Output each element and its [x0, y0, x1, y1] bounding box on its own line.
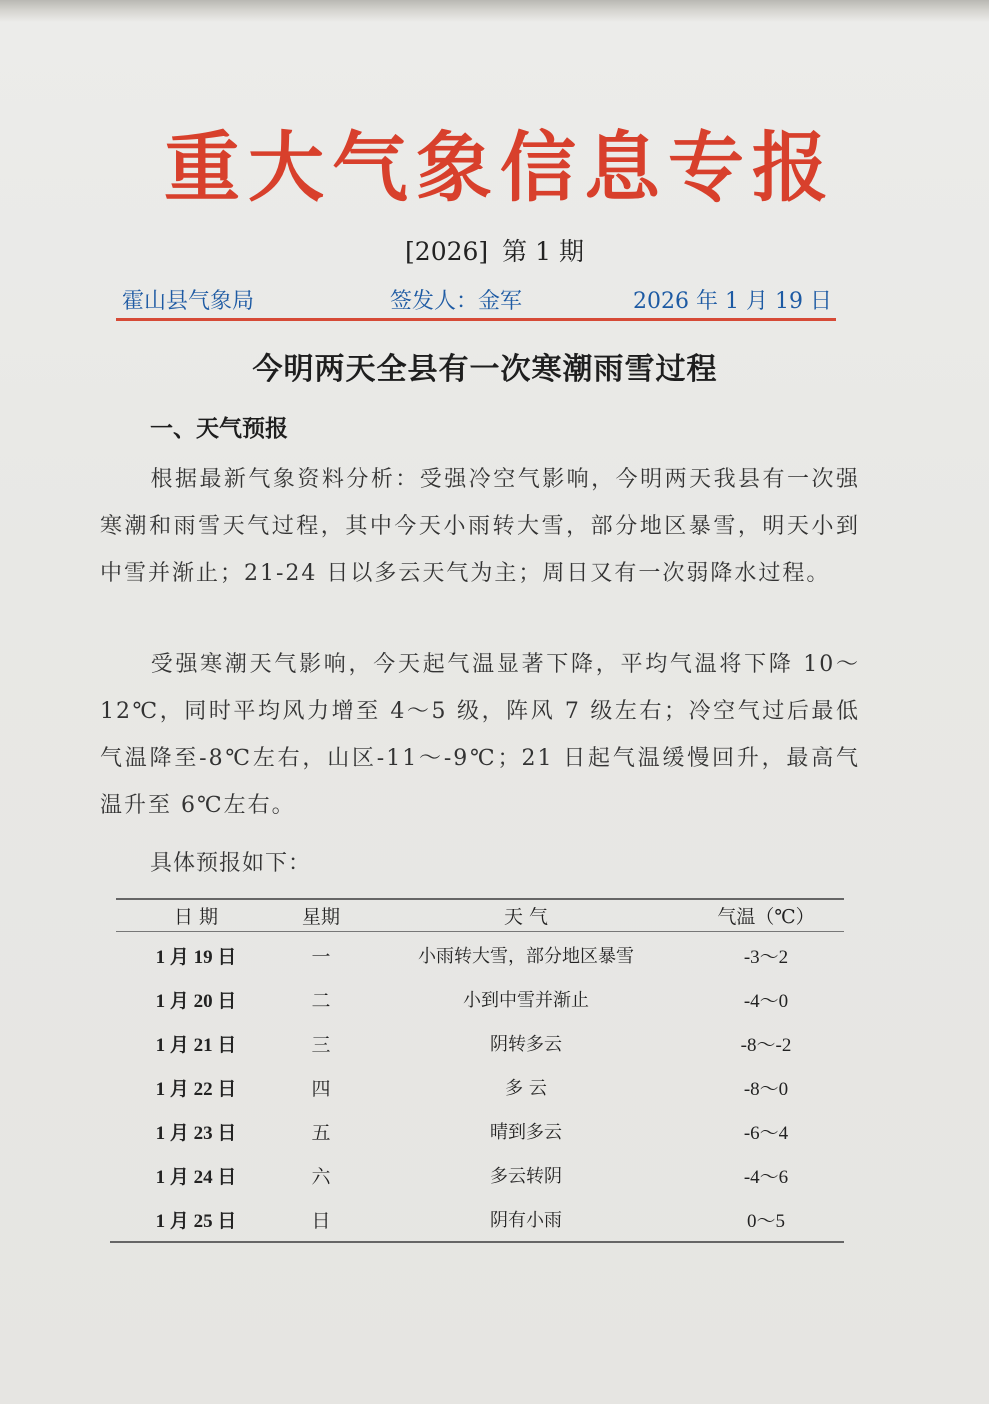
- row-weekday: 三: [311, 1034, 331, 1056]
- row-temp: 0～5: [746, 1211, 785, 1232]
- header-weekday: 星期: [301, 906, 340, 928]
- row-weather: 阴转多云: [490, 1034, 562, 1055]
- section-title: 一、天气预报: [150, 416, 288, 442]
- header-divider: [116, 318, 836, 321]
- table-bottom-rule: [110, 1241, 844, 1243]
- row-date: 1 月 25 日: [155, 1211, 237, 1232]
- row-date: 1 月 22 日: [155, 1079, 237, 1100]
- table-top-rule: [116, 898, 844, 900]
- row-weather: 晴到多云: [490, 1122, 562, 1143]
- agency-name: 霍山县气象局: [122, 289, 255, 314]
- row-weekday: 六: [311, 1166, 331, 1188]
- paragraph-1-text: 根据最新气象资料分析：受强冷空气影响，今明两天我县有一次强寒潮和雨雪天气过程，其中今天小雨转大雪，部分地区暴雪，明天小到中雪并渐止；21-24 日以多云天气为主；周日又有一次弱降水过程。: [100, 467, 860, 586]
- row-weekday: 日: [311, 1210, 331, 1232]
- header-weather: 天 气: [503, 906, 549, 928]
- signer: 签发人：金军: [390, 289, 523, 314]
- row-weekday: 四: [311, 1078, 331, 1100]
- row-temp: -4～6: [743, 1167, 789, 1188]
- row-temp: -8～-2: [740, 1035, 792, 1056]
- header-meta: [122, 282, 832, 314]
- row-date: 1 月 21 日: [155, 1035, 237, 1056]
- table-intro: 具体预报如下：: [150, 851, 312, 876]
- page-top-edge: [0, 0, 989, 22]
- header-date: 日 期: [173, 906, 219, 928]
- paragraph-2-text: 受强寒潮天气影响，今天起气温显著下降，平均气温将下降 10～12℃，同时平均风力增至 4～5 级，阵风 7 级左右；冷空气过后最低气温降至-8℃左右，山区-11～-9℃；21 日起气温缓慢回升，最高气温升至 6℃左右。: [100, 652, 860, 818]
- row-temp: -8～0: [743, 1079, 789, 1100]
- table-header-row: [116, 902, 844, 930]
- row-weather: 小到中雪并渐止: [463, 990, 589, 1011]
- row-temp: -3～2: [743, 947, 789, 968]
- row-date: 1 月 24 日: [155, 1167, 237, 1188]
- issue-number: [0, 232, 989, 268]
- row-date: 1 月 19 日: [155, 947, 237, 968]
- row-weekday: 二: [311, 990, 331, 1012]
- header-temp: 气温（℃）: [717, 906, 815, 928]
- row-date: 1 月 20 日: [155, 991, 237, 1012]
- row-weather: 多云转阴: [490, 1166, 562, 1187]
- document-headline: 今明两天全县有一次寒潮雨雪过程: [252, 352, 718, 387]
- masthead-title: 重大气象信息专报: [164, 123, 836, 212]
- row-weather: 小雨转大雪，部分地区暴雪: [418, 946, 634, 967]
- row-date: 1 月 23 日: [155, 1123, 237, 1144]
- issue-no: 第 1 期: [502, 237, 584, 266]
- row-weather: 多 云: [505, 1078, 547, 1099]
- row-weather: 阴有小雨: [490, 1210, 562, 1231]
- row-weekday: 五: [311, 1122, 331, 1144]
- row-weekday: 一: [311, 946, 331, 968]
- row-temp: -6～4: [743, 1123, 789, 1144]
- row-temp: -4～0: [743, 991, 789, 1012]
- paragraph-1: [100, 456, 860, 597]
- issue-date: 2026 年 1 月 19 日: [633, 289, 832, 314]
- table-header-rule: [116, 931, 844, 932]
- issue-year: [2026]: [405, 237, 489, 266]
- paragraph-2: [100, 641, 860, 829]
